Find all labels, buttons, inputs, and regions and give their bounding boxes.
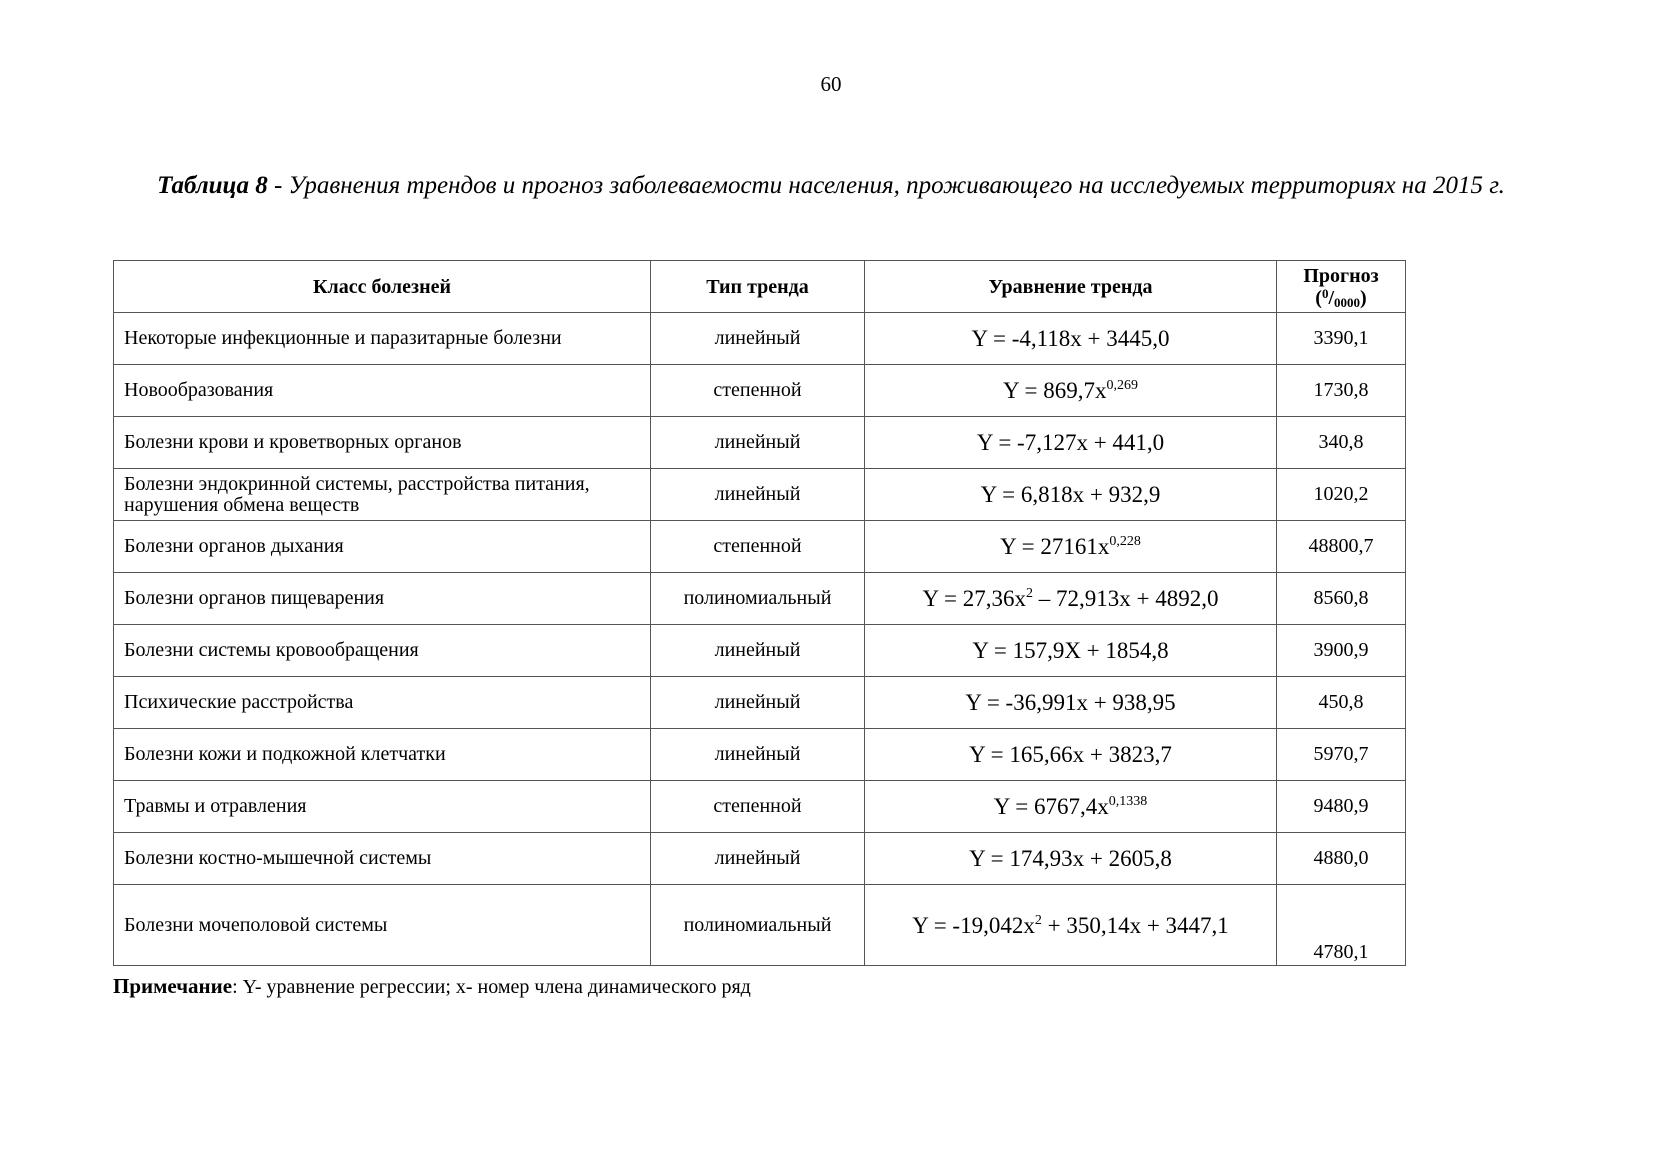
table-row — [114, 365, 1406, 417]
cell-type: полиномиальный — [651, 573, 865, 625]
table-row — [114, 625, 1406, 677]
cell-forecast: 8560,8 — [1277, 573, 1406, 625]
header-equation: Уравнение тренда — [865, 261, 1277, 313]
table-header-row — [114, 261, 1406, 313]
table-row — [114, 313, 1406, 365]
header-forecast — [1277, 261, 1406, 313]
table-row — [114, 417, 1406, 469]
cell-equation: Y = 174,93x + 2605,8 — [865, 833, 1277, 885]
cell-type: линейный — [651, 729, 865, 781]
cell-equation: Y = -7,127x + 441,0 — [865, 417, 1277, 469]
cell-type: полиномиальный — [651, 885, 865, 966]
cell-equation: $Y = 869,7x^{0,269}$ — [865, 365, 1277, 417]
cell-class: Болезни крови и кроветворных органов — [114, 417, 651, 469]
header-class: Класс болезней — [114, 261, 651, 313]
cell-equation: $Y = 27,36x^2 - 72,913x + 4892,0$ — [865, 573, 1277, 625]
cell-class: Болезни органов дыхания — [114, 521, 651, 573]
cell-class: Некоторые инфекционные и паразитарные болезни — [114, 313, 651, 365]
cell-equation: $Y = 6767,4x^{0,1338}$ — [865, 781, 1277, 833]
cell-forecast: 48800,7 — [1277, 521, 1406, 573]
cell-class: Болезни мочеполовой системы — [114, 885, 651, 966]
table-row — [114, 833, 1406, 885]
table-row — [114, 521, 1406, 573]
cell-class: Болезни эндокринной системы, расстройства питания, нарушения обмена веществ — [114, 469, 651, 521]
cell-forecast: 340,8 — [1277, 417, 1406, 469]
table-row — [114, 781, 1406, 833]
cell-equation: Y = 165,66x + 3823,7 — [865, 729, 1277, 781]
cell-forecast: 450,8 — [1277, 677, 1406, 729]
table-row — [114, 573, 1406, 625]
cell-forecast: 3900,9 — [1277, 625, 1406, 677]
page-number: 60 — [820, 72, 842, 96]
header-forecast-unit: ($^0$/0000) — [1315, 285, 1367, 310]
cell-forecast: 5970,7 — [1277, 729, 1406, 781]
cell-class: Травмы и отравления — [114, 781, 651, 833]
cell-type: линейный — [651, 313, 865, 365]
cell-forecast: 1020,2 — [1277, 469, 1406, 521]
cell-class: Болезни органов пищеварения — [114, 573, 651, 625]
caption-label: Таблица 8 — [157, 172, 268, 199]
caption-text: - Уравнения трендов и прогноз заболеваемости населения, проживающего на исследуемых территориях на 2015 г. — [267, 172, 1505, 199]
cell-equation: Y = 157,9X + 1854,8 — [865, 625, 1277, 677]
table-row — [114, 469, 1406, 521]
cell-class: Психические расстройства — [114, 677, 651, 729]
header-forecast-label: Прогноз — [1303, 264, 1379, 287]
cell-forecast: 4880,0 — [1277, 833, 1406, 885]
note-label: Примечание — [113, 974, 233, 998]
cell-forecast: 1730,8 — [1277, 365, 1406, 417]
cell-type: степенной — [651, 521, 865, 573]
cell-class: Болезни системы кровообращения — [114, 625, 651, 677]
cell-type: линейный — [651, 833, 865, 885]
table-note — [113, 974, 751, 999]
header-type: Тип тренда — [651, 261, 865, 313]
table-row — [114, 885, 1406, 966]
table-row — [114, 677, 1406, 729]
cell-type: линейный — [651, 677, 865, 729]
cell-class: Болезни костно-мышечной системы — [114, 833, 651, 885]
table-row — [114, 729, 1406, 781]
cell-equation: Y = -36,991x + 938,95 — [865, 677, 1277, 729]
cell-equation: $Y = -19,042x^2 + 350,14x + 3447,1$ — [865, 885, 1277, 966]
trend-table — [113, 260, 1406, 966]
cell-type: степенной — [651, 781, 865, 833]
cell-forecast: 9480,9 — [1277, 781, 1406, 833]
cell-equation: $Y = 27161x^{0,228}$ — [865, 521, 1277, 573]
cell-type: степенной — [651, 365, 865, 417]
cell-forecast: 3390,1 — [1277, 313, 1406, 365]
cell-type: линейный — [651, 625, 865, 677]
note-text: : Y- уравнение регрессии; x- номер члена динамического ряд — [232, 976, 751, 998]
cell-equation: Y = 6,818x + 932,9 — [865, 469, 1277, 521]
cell-class: Болезни кожи и подкожной клетчатки — [114, 729, 651, 781]
cell-type: линейный — [651, 469, 865, 521]
cell-equation: Y = -4,118x + 3445,0 — [865, 313, 1277, 365]
table-caption — [110, 170, 1552, 202]
cell-forecast: 4780,1 — [1277, 885, 1406, 966]
cell-type: линейный — [651, 417, 865, 469]
cell-class: Новообразования — [114, 365, 651, 417]
